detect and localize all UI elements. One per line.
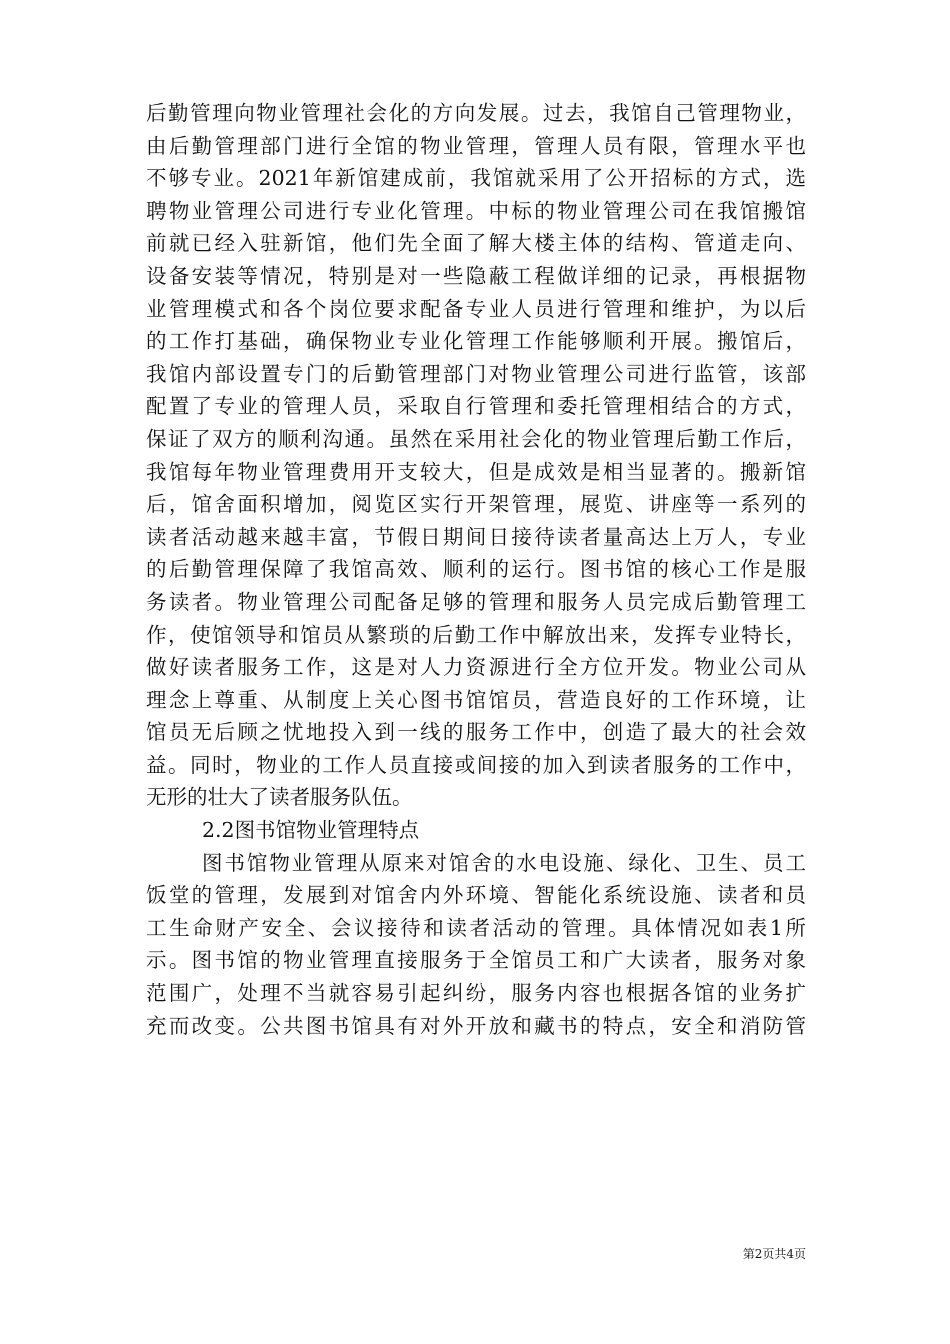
text-line: 我馆每年物业管理费用开支较大，但是成效是相当显著的。搬新馆 (146, 459, 806, 484)
text-line: 的后勤管理保障了我馆高效、顺利的运行。图书馆的核心工作是服 (146, 557, 806, 582)
text-line: 做好读者服务工作，这是对人力资源进行全方位开发。物业公司从 (146, 655, 806, 680)
text-line: 无形的壮大了读者服务队伍。 (146, 785, 413, 810)
text-line: 理念上尊重、从制度上关心图书馆馆员，营造良好的工作环境，让 (146, 687, 806, 712)
text-line: 馆员无后顾之忧地投入到一线的服务工作中，创造了最大的社会效 (146, 720, 806, 745)
text-line: 不够专业。2021年新馆建成前，我馆就采用了公开招标的方式，选 (146, 166, 806, 191)
text-line: 示。图书馆的物业管理直接服务于全馆员工和广大读者，服务对象 (146, 948, 806, 973)
text-line: 充而改变。公共图书馆具有对外开放和藏书的特点，安全和消防管 (146, 1013, 806, 1038)
text-line: 范围广，处理不当就容易引起纠纷，服务内容也根据各馆的业务扩 (146, 981, 806, 1006)
text-line: 图书馆物业管理从原来对馆舍的水电设施、绿化、卫生、员工 (202, 850, 806, 875)
text-line: 由后勤管理部门进行全馆的物业管理，管理人员有限，管理水平也 (146, 133, 806, 158)
text-line: 后勤管理向物业管理社会化的方向发展。过去，我馆自己管理物业， (146, 101, 806, 125)
text-line: 后，馆舍面积增加，阅览区实行开架管理，展览、讲座等一系列的 (146, 492, 806, 517)
text-line: 务读者。物业管理公司配备足够的管理和服务人员完成后勤管理工 (146, 589, 806, 614)
text-line: 配置了专业的管理人员，采取自行管理和委托管理相结合的方式， (146, 394, 806, 419)
text-line: 前就已经入驻新馆，他们先全面了解大楼主体的结构、管道走向、 (146, 231, 806, 256)
text-line: 工生命财产安全、会议接待和读者活动的管理。具体情况如表1所 (146, 915, 806, 940)
text-line: 聘物业管理公司进行专业化管理。中标的物业管理公司在我馆搬馆 (146, 198, 806, 223)
text-line: 设备安装等情况，特别是对一些隐蔽工程做详细的记录，再根据物 (146, 263, 806, 288)
paragraph-1 (146, 97, 806, 814)
text-line: 业管理模式和各个岗位要求配备专业人员进行管理和维护，为以后 (146, 296, 806, 321)
page-number-footer: 第2页共4页 (742, 1247, 806, 1261)
text-line: 益。同时，物业的工作人员直接或间接的加入到读者服务的工作中， (146, 752, 806, 777)
text-line: 的工作打基础，确保物业专业化管理工作能够顺利开展。搬馆后， (146, 329, 806, 354)
text-line: 饭堂的管理，发展到对馆舍内外环境、智能化系统设施、读者和员 (146, 883, 806, 908)
paragraph-2 (146, 847, 806, 1043)
text-line: 作，使馆领导和馆员从繁琐的后勤工作中解放出来，发挥专业特长， (146, 622, 806, 647)
text-line: 保证了双方的顺利沟通。虽然在采用社会化的物业管理后勤工作后， (146, 426, 806, 451)
text-line: 我馆内部设置专门的后勤管理部门对物业管理公司进行监管，该部 (146, 361, 806, 386)
document-body (146, 97, 806, 1042)
text-line: 读者活动越来越丰富，节假日期间日接待读者量高达上万人，专业 (146, 524, 806, 549)
section-heading: 2.2图书馆物业管理特点 (202, 818, 420, 843)
